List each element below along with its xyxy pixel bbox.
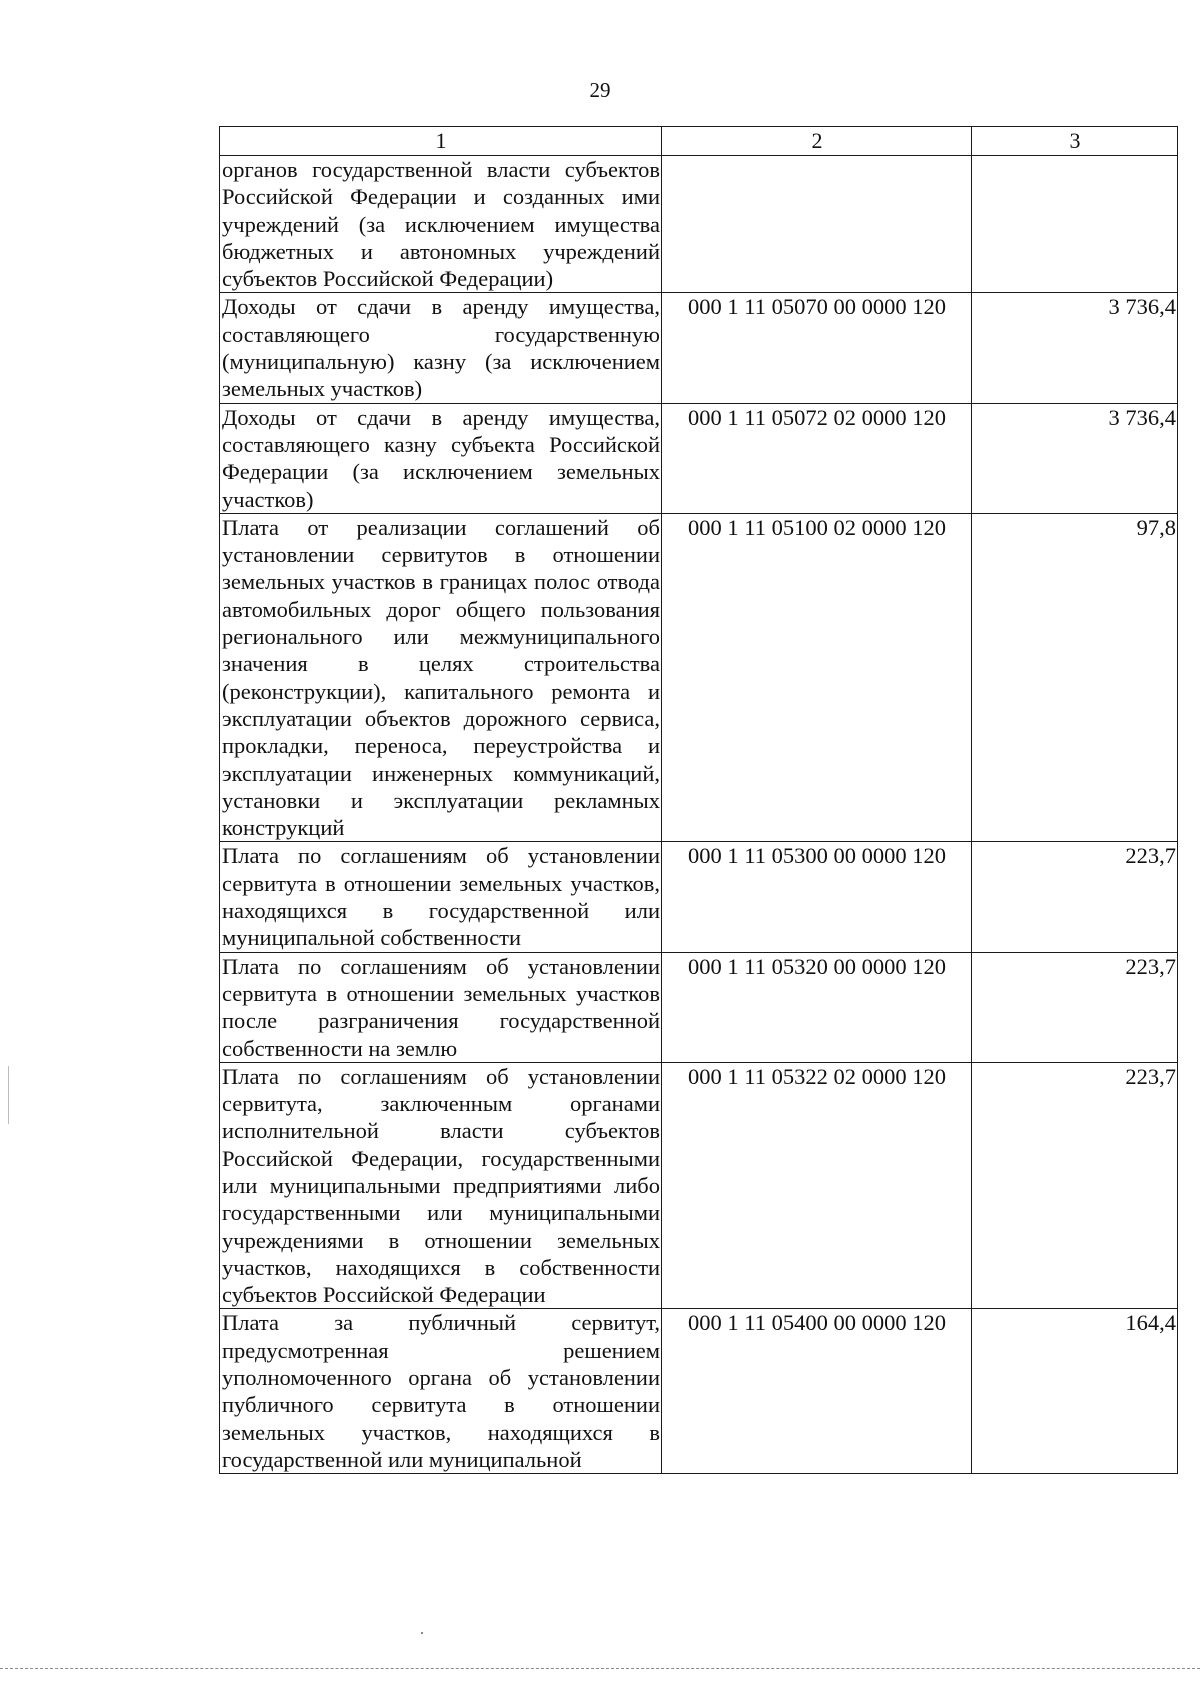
row-description [220,1309,662,1474]
row-description [220,842,662,952]
row-code [662,156,972,293]
table-row [220,293,1178,403]
row-amount: 223,7 [972,952,1178,1062]
row-description-text: Плата от реализации соглашений об установлении сервитутов в отношении земельных участков в границах полос отвода автомобильных дорог общего пользования регионального или межмуниципального значения в целях строительства (реконструкции), капитального ремонта и эксплуатации объектов дорожного сервиса, прокладки, переноса, переустройства и эксплуатации инженерных коммуникаций, установки и эксплуатации рекламных конструкций [222,514,660,841]
row-description-text: Доходы от сдачи в аренду имущества, составляющего казну субъекта Российской Федерации (за исключением земельных участков) [222,404,660,512]
table-row [220,1309,1178,1474]
row-amount: 97,8 [972,513,1178,842]
table-row [220,513,1178,842]
row-code: 000 1 11 05070 00 0000 120 [662,293,972,403]
row-description [220,1062,662,1309]
row-code: 000 1 11 05072 02 0000 120 [662,403,972,513]
table-row [220,403,1178,513]
column-header-1: 1 [220,127,662,156]
table-row [220,156,1178,293]
row-code: 000 1 11 05320 00 0000 120 [662,952,972,1062]
row-code: 000 1 11 05400 00 0000 120 [662,1309,972,1474]
row-description-text: Доходы от сдачи в аренду имущества, составляющего государственную (муниципальную) казну (за исключением земельных участков) [222,294,660,402]
row-code: 000 1 11 05100 02 0000 120 [662,513,972,842]
row-description-text: Плата по соглашениям об установлении сервитута, заключенным органами исполнительной власти субъектов Российской Федерации, государственными или муниципальными предприятиями либо государственными или муниципальными учреждениями в отношении земельных участков, находящихся в собственности субъектов Российской Федерации [222,1063,660,1308]
row-description-text: Плата по соглашениям об установлении сервитута в отношении земельных участков после разграничения государственной собственности на землю [222,953,660,1061]
row-code: 000 1 11 05300 00 0000 120 [662,842,972,952]
table-row [220,842,1178,952]
row-description [220,156,662,293]
row-amount: 164,4 [972,1309,1178,1474]
row-description [220,952,662,1062]
row-description [220,513,662,842]
column-header-2: 2 [662,127,972,156]
row-amount: 3 736,4 [972,403,1178,513]
table-header-row [220,127,1178,156]
row-description-text: органов государственной власти субъектов Российской Федерации и созданных ими учреждений (за исключением имущества бюджетных и автономных учреждений субъектов Российской Федерации) [222,157,660,292]
row-description [220,293,662,403]
row-code: 000 1 11 05322 02 0000 120 [662,1062,972,1309]
table-row [220,1062,1178,1309]
row-amount [972,156,1178,293]
row-description-text: Плата по соглашениям об установлении сервитута в отношении земельных участков, находящихся в государственной или муниципальной собственности [222,843,660,951]
column-header-3: 3 [972,127,1178,156]
table-row [220,952,1178,1062]
row-description-text: Плата за публичный сервитут, предусмотренная решением уполномоченного органа об установлении публичного сервитута в отношении земельных участков, находящихся в государственной или муниципальной [222,1310,660,1472]
scan-edge-mark [8,1066,9,1124]
row-amount: 3 736,4 [972,293,1178,403]
revenue-table [219,126,1178,1474]
row-amount: 223,7 [972,1062,1178,1309]
page-number: 29 [589,78,611,102]
scan-bottom-rule [0,1668,1200,1669]
row-description [220,403,662,513]
scan-speck [421,1632,423,1634]
row-amount: 223,7 [972,842,1178,952]
